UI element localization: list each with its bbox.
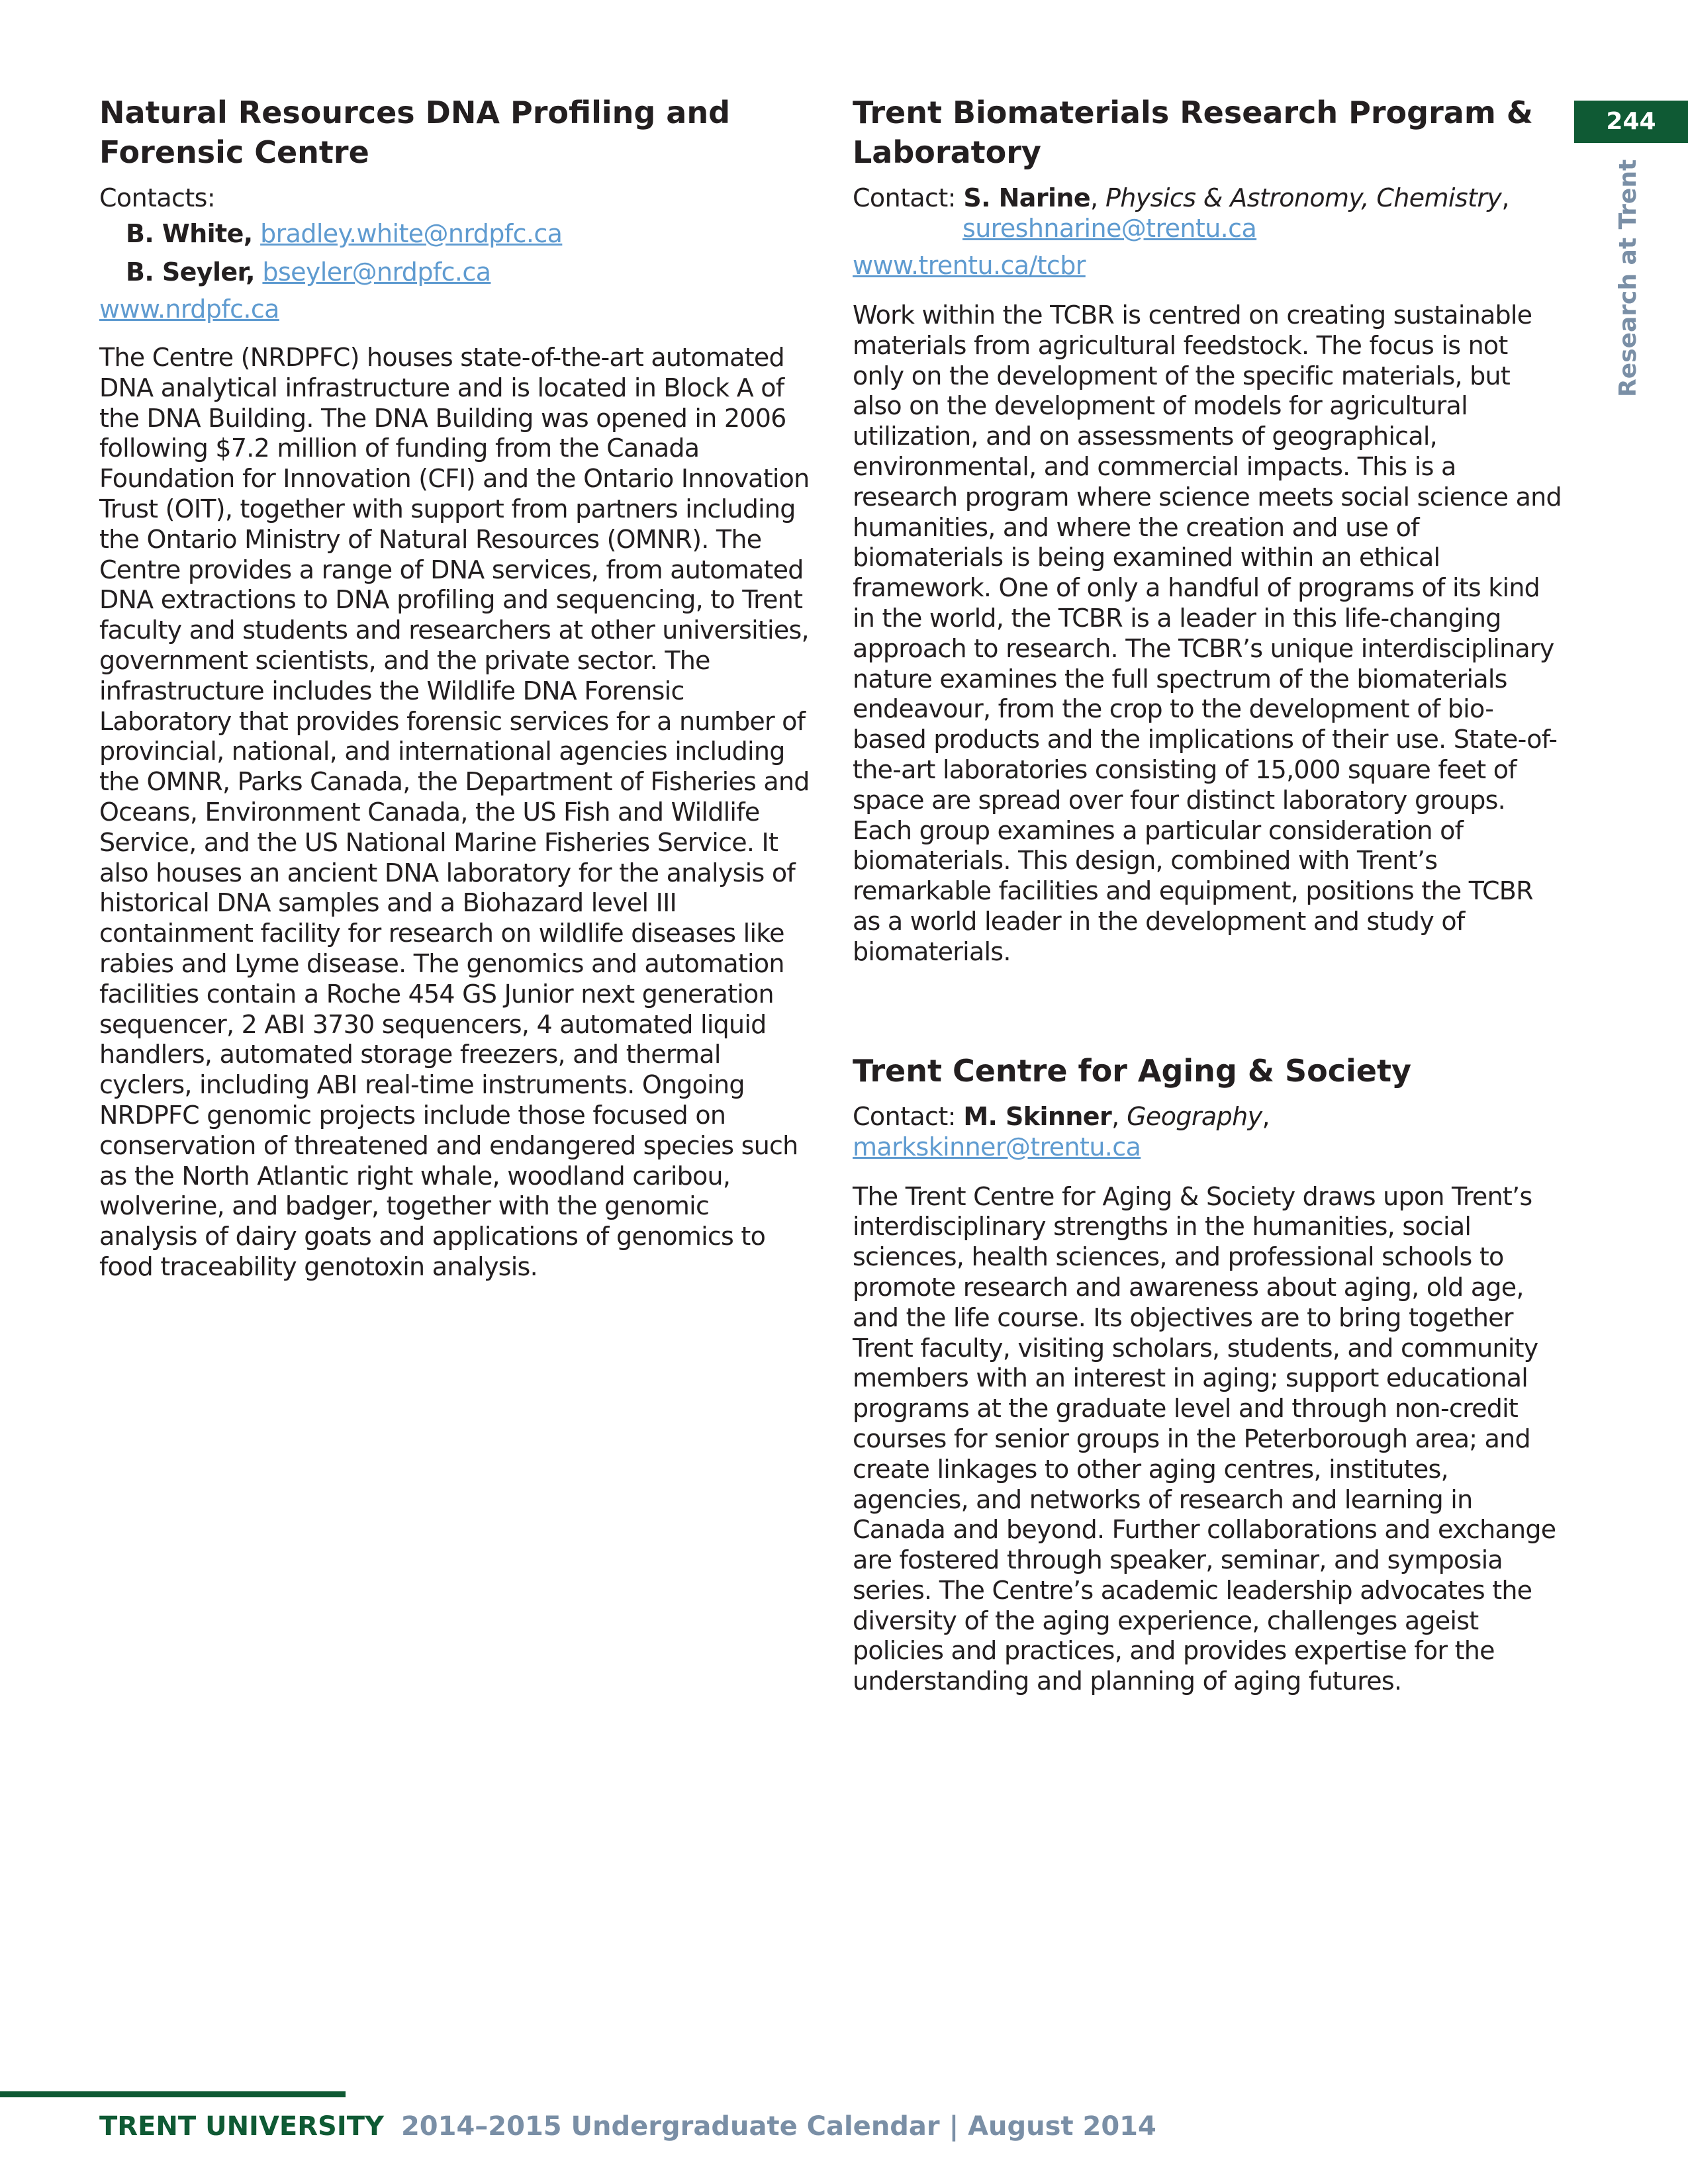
contact-row <box>99 257 811 287</box>
contact-email-link[interactable]: bradley.white@nrdpfc.ca <box>260 219 563 248</box>
tcbr-email-row <box>853 213 1564 244</box>
contact-email-link[interactable]: bseyler@nrdpfc.ca <box>262 257 491 287</box>
nrdpfc-heading: Natural Resources DNA Profiling and Forensic Centre <box>99 95 731 170</box>
contact-label: Contact: <box>853 183 956 212</box>
contact-row <box>99 218 811 249</box>
aging-contact: Contact: M. Skinner, Geography, markskinner@trentu.ca <box>853 1101 1270 1161</box>
contact-email-link[interactable]: markskinner@trentu.ca <box>853 1132 1141 1161</box>
contact-name: B. White, <box>126 219 253 248</box>
footer-brand: TRENT UNIVERSITY <box>99 2111 384 2142</box>
right-column <box>853 93 1564 1697</box>
contact-name: S. Narine <box>963 183 1091 212</box>
tcbr-contact: Contact: S. Narine, Physics & Astronomy, Chemistry, <box>853 183 1509 212</box>
tcbr-website-link[interactable]: www.trentu.ca/tcbr <box>853 251 1086 280</box>
nrdpfc-description: The Centre (NRDPFC) houses state-of-the-art automated DNA analytical infrastructure and is located in Block A of the DNA Building. The DNA Building was opened in 2006 following $7.2 million of funding from the Canada Foundation for Innovation (CFI) and the Ontario Innovation Trust (OIT), together with support from partners including the Ontario Ministry of Natural Resources (OMNR). The Centre provides a range of DNA services, from automated DNA extractions to DNA profiling and sequencing, to Trent faculty and students and researchers at other universities, government scientists, and the private sector. The infrastructure includes the Wildlife DNA Forensic Laboratory that provides forensic services for a number of provincial, national, and international agencies including the OMNR, Parks Canada, the Department of Fisheries and Oceans, Environment Canada, the US Fish and Wildlife Service, and the US National Marine Fisheries Service. It also houses an ancient DNA laboratory for the analysis of historical DNA samples and a Biohazard level III containment facility for research on wildlife diseases like rabies and Lyme disease. The genomics and automation facilities contain a Roche 454 GS Junior next generation sequencer, 2 ABI 3730 sequencers, 4 automated liquid handlers, automated storage freezers, and thermal cyclers, including ABI real-time instruments. Ongoing NRDPFC genomic projects include those focused on conservation of threatened and endangered species such as the North Atlantic right whale, woodland caribou, wolverine, and badger, together with the genomic analysis of dairy goats and applications of genomics to food traceability genotoxin analysis. <box>99 343 810 1281</box>
contact-email-link[interactable]: sureshnarine@trentu.ca <box>962 214 1257 243</box>
contact-label: Contact: <box>853 1101 956 1131</box>
contact-name: B. Seyler, <box>126 257 255 287</box>
aging-description: The Trent Centre for Aging & Society draws upon Trent’s interdisciplinary strengths in the humanities, social sciences, health sciences, and professional schools to promote research and awareness about aging, old age, and the life course. Its objectives are to bring together Trent faculty, visiting scholars, students, and community members with an interest in aging; support educational programs at the graduate level and through non-credit courses for senior groups in the Peterborough area; and create linkages to other aging centres, institutes, agencies, and networks of research and learning in Canada and beyond. Further collaborations and exchange are fostered through speaker, seminar, and symposia series. The Centre’s academic leadership advocates the diversity of the aging experience, challenges ageist policies and practices, and provides expertise for the understanding and planning of aging futures. <box>853 1181 1556 1696</box>
contact-department: Geography <box>1127 1101 1262 1131</box>
footer-calendar-title: 2014–2015 Undergraduate Calendar | August 2014 <box>400 2111 1156 2142</box>
tcbr-description: Work within the TCBR is centred on creating sustainable materials from agricultural feedstock. The focus is not only on the development of the specific materials, but also on the development of models for agricultural utilization, and on assessments of geographical, environmental, and commercial impacts. This is a research program where science meets social science and humanities, and where the creation and use of biomaterials is being examined within an ethical framework. One of only a handful of programs of its kind in the world, the TCBR is a leader in this life-changing approach to research. The TCBR’s unique interdisciplinary nature examines the full spectrum of the biomaterials endeavour, from the crop to the development of bio-based products and the implications of their use. State-of-the-art laboratories consisting of 15,000 square feet of space are spread over four distinct laboratory groups. Each group examines a particular consideration of biomaterials. This design, combined with Trent’s remarkable facilities and equipment, positions the TCBR as a world leader in the development and study of biomaterials. <box>853 300 1562 966</box>
contact-name: M. Skinner <box>963 1101 1112 1131</box>
contact-department: Physics & Astronomy, Chemistry <box>1105 183 1502 212</box>
contacts-label: Contacts: <box>99 183 216 212</box>
section-side-label: Research at Trent <box>1615 159 1642 397</box>
tcbr-heading: Trent Biomaterials Research Program & Laboratory <box>853 95 1533 170</box>
footer <box>99 2110 1156 2143</box>
left-column <box>99 93 811 1283</box>
footer-rule <box>0 2091 346 2097</box>
page-number-badge: 244 <box>1574 101 1688 143</box>
nrdpfc-website-link[interactable]: www.nrdpfc.ca <box>99 295 279 324</box>
aging-heading: Trent Centre for Aging & Society <box>853 1052 1411 1089</box>
